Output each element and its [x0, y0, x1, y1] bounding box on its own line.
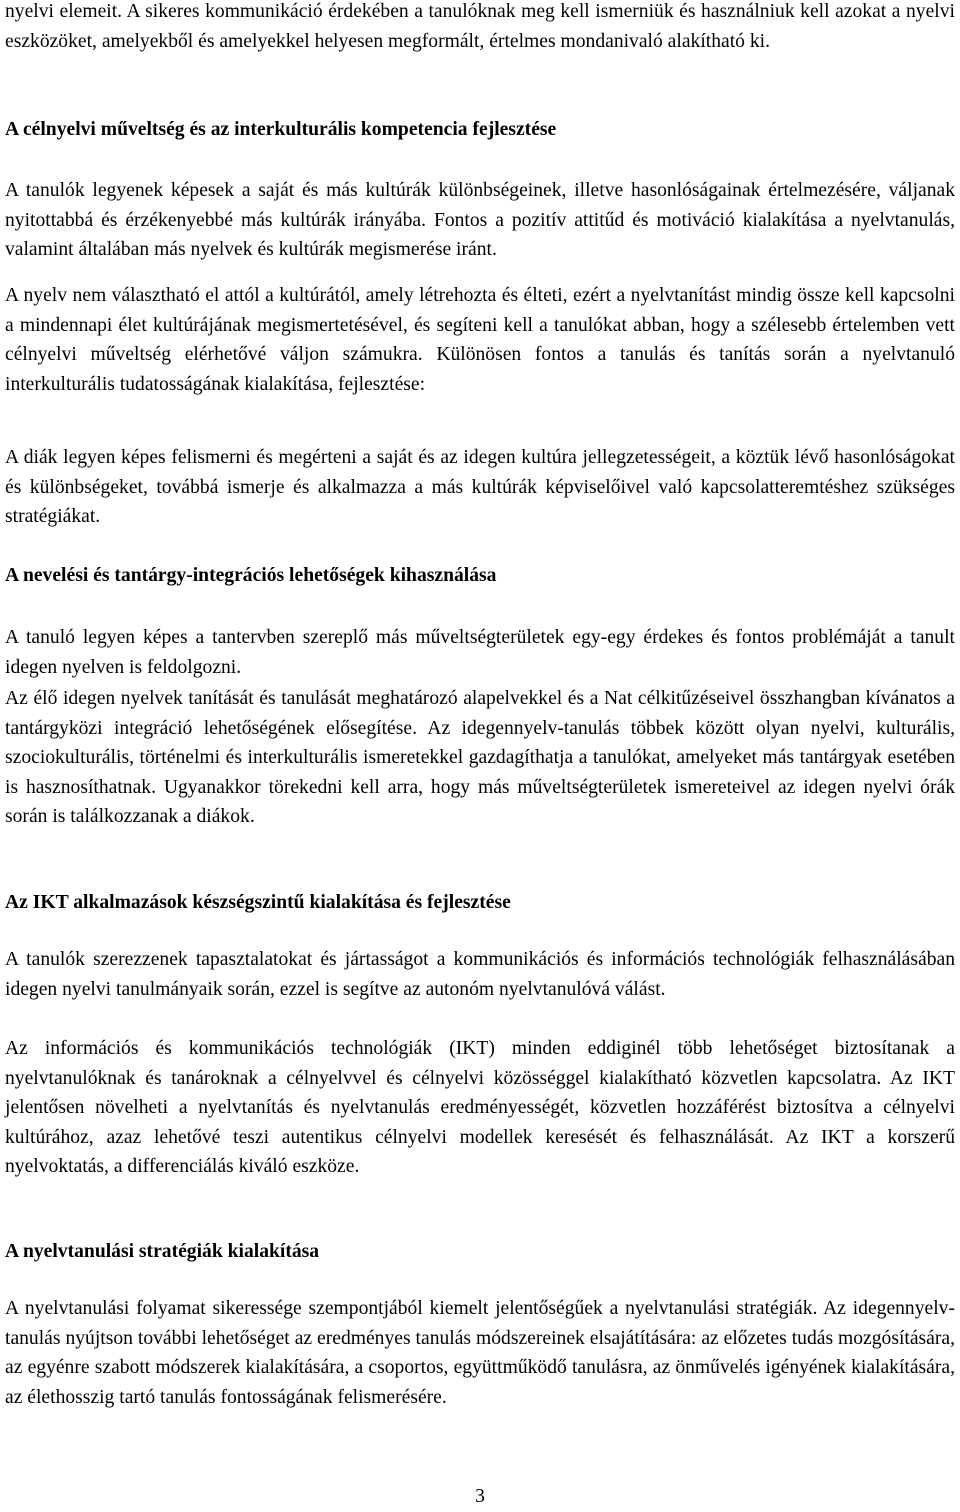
- paragraph-ikt-opportunities: Az információs és kommunikációs technológiák (IKT) minden eddiginél több lehetőséget biztosítanak a nyelvtanulóknak és tanároknak a célnyelvvel és célnyelvi közösséggel kialakítható közvetlen kapcsolatra. Az IKT jelentősen növelheti a nyelvtanítás és nyelvtanulás eredményességét, közvetlen hozzáférést biztosítva a célnyelvi kultúrához, azaz lehetővé teszi autentikus célnyelvi modellek keresését és felhasználását. Az IKT a korszerű nyelvoktatás, a differenciálás kiváló eszköze.: [5, 1038, 955, 1177]
- paragraph-cultural-openness: A tanulók legyenek képesek a saját és más kultúrák különbségeinek, illetve hasonlóságainak értelmezésére, váljanak nyitottabbá és érzékenyebbé más kultúrák irányába. Fontos a pozitív attitűd és motiváció kialakítása a nyelvtanulás, valamint általában más nyelvek és kultúrák megismerése iránt.: [5, 180, 955, 260]
- paragraph-language-and-culture: A nyelv nem választható el attól a kultúrától, amely létrehozta és élteti, ezért a nyelvtanítást mindig össze kell kapcsolni a mindennapi élet kultúrájának megismertetésével, és segíteni kell a tanulókat abban, hogy a szélesebb értelemben vett célnyelvi műveltség elérhetővé váljon számukra. Különösen fontos a tanulás és tanítás során a nyelvtanuló interkulturális tudatosságának kialakítása, fejlesztése:: [5, 285, 955, 395]
- page-number: 3: [475, 1486, 485, 1507]
- paragraph-ikt-experience: A tanulók szerezzenek tapasztalatokat és jártasságot a kommunikációs és információs technológiák felhasználásában idegen nyelvi tanulmányaik során, ezzel is segítve az autonóm nyelvtanulóvá válást.: [5, 949, 955, 1000]
- paragraph-student-awareness: A diák legyen képes felismerni és megérteni a saját és az idegen kultúra jellegzetességeit, a köztük lévő hasonlóságokat és különbségeket, továbbá ismerje és alkalmazza a más kultúrák képviselőivel való kapcsolatteremtéshez szükséges stratégiákat.: [5, 447, 955, 527]
- heading-cultural-competence: A célnyelvi műveltség és az interkulturális kompetencia fejlesztése: [5, 119, 557, 140]
- paragraph-language-elements: nyelvi elemeit. A sikeres kommunikáció érdekében a tanulóknak meg kell ismerniük és használniuk kell azokat a nyelvi eszközöket, amelyekből és amelyekkel helyesen megformált, értelmes mondanivaló alakítható ki.: [5, 1, 955, 52]
- heading-integration-opportunities: A nevelési és tantárgy-integrációs lehetőségek kihasználása: [5, 565, 497, 586]
- paragraph-learning-strategies: A nyelvtanulási folyamat sikeressége szempontjából kiemelt jelentőségűek a nyelvtanulási stratégiák. Az idegennyelv-tanulás nyújtson további lehetőséget az eredményes tanulás módszereinek elsajátítására: az előzetes tudás mozgósítására, az egyénre szabott módszerek kialakítására, a csoportos, együttműködő tanulásra, az önművelés igényének kialakítására, az élethosszig tartó tanulás fontosságának felismerésére.: [5, 1298, 955, 1408]
- paragraph-cross-curricular-problems: A tanuló legyen képes a tantervben szereplő más műveltségterületek egy-egy érdekes és fontos problémáját a tanult idegen nyelven is feldolgozni.: [5, 627, 955, 678]
- paragraph-integration-principles: Az élő idegen nyelvek tanítását és tanulását meghatározó alapelvekkel és a Nat célkitűzéseivel összhangban kívánatos a tantárgyközi integráció lehetőségének elősegítése. Az idegennyelv-tanulás többek között olyan nyelvi, kulturális, szociokulturális, történelmi és interkulturális ismeretekkel gazdagíthatja a tanulókat, amelyeket más tantárgyak esetében is hasznosíthatnak. Ugyanakkor törekedni kell arra, hogy más műveltségterületek ismereteivel az idegen nyelvi órák során is találkozzanak a diákok.: [5, 688, 955, 827]
- heading-ikt-skills: Az IKT alkalmazások készségszintű kialakítása és fejlesztése: [5, 892, 511, 913]
- heading-learning-strategies: A nyelvtanulási stratégiák kialakítása: [5, 1241, 320, 1262]
